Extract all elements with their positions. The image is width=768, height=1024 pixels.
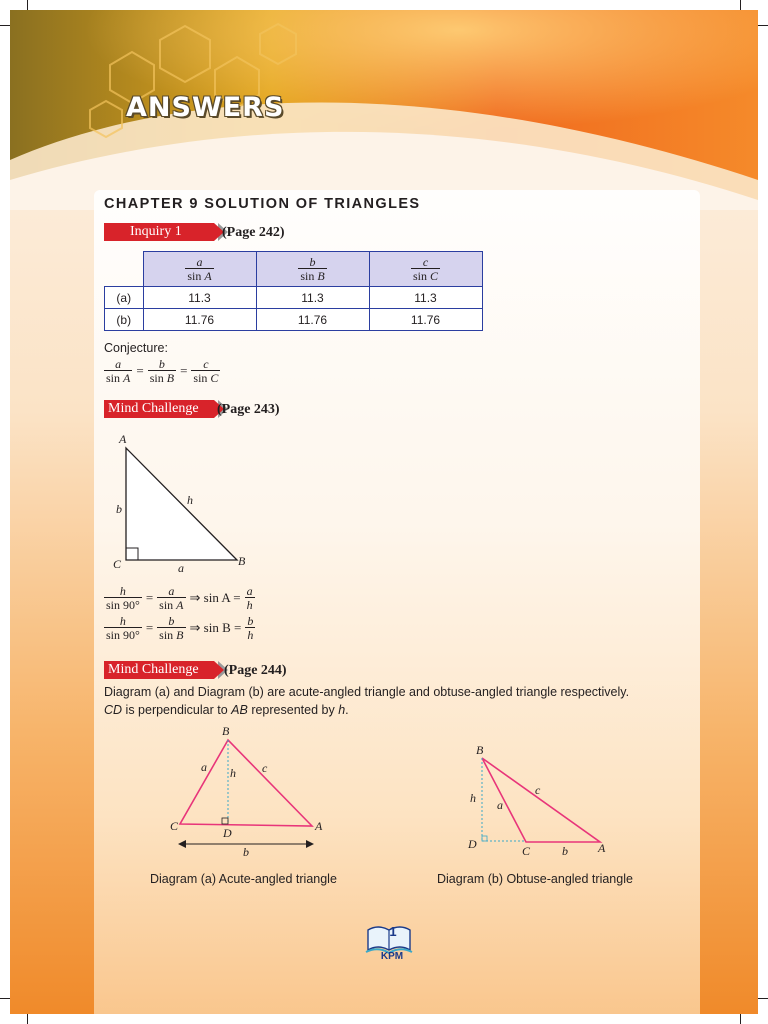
side-a: a	[178, 561, 184, 575]
mind-challenge-tag: Mind Challenge	[104, 400, 214, 418]
right-triangle-diagram	[104, 430, 254, 578]
diagram-a-caption: Diagram (a) Acute-angled triangle	[150, 872, 337, 886]
side-h: h	[187, 493, 193, 507]
diagram-a-side-b: b	[243, 845, 249, 859]
publisher-label: KPM	[380, 951, 404, 962]
diagram-b-vertex-D: D	[468, 837, 477, 851]
obtuse-triangle-diagram	[470, 750, 610, 850]
row-label: (a)	[105, 287, 144, 309]
table-cell: 11.76	[256, 309, 369, 331]
diagram-b-vertex-C: C	[522, 844, 531, 858]
page-title: ANSWERS	[126, 92, 285, 123]
diagram-a-vertex-C: C	[170, 819, 179, 833]
chapter-title: CHAPTER 9 SOLUTION OF TRIANGLES	[104, 196, 421, 212]
table-cell: 11.3	[143, 287, 256, 309]
sine-equation-2: $\frac{h}{\sin 90^\circ}$ = $\frac{b}{\text{sin B}}$ ⇒ sin B = $\frac{b}{h}$	[106, 614, 254, 642]
inquiry-table	[104, 251, 483, 331]
conjecture-equation: $\frac{a}{\text{sin A}}$ = $\frac{b}{\text{sin B}}$ = $\frac{c}{\text{sin C}}$	[106, 357, 219, 385]
mind-challenge-page-ref: (Page 243)	[217, 402, 280, 417]
mind-challenge-tag-2: Mind Challenge	[104, 661, 214, 679]
diagram-a-vertex-B: B	[222, 724, 230, 738]
page-number: 1	[389, 924, 397, 939]
table-row	[105, 309, 483, 331]
diagram-b-vertex-B: B	[476, 743, 484, 757]
diagram-b-side-b: b	[562, 844, 568, 858]
diagram-b-caption: Diagram (b) Obtuse-angled triangle	[437, 872, 633, 886]
diagram-b-side-a: a	[497, 798, 503, 812]
description-line-2: CD is perpendicular to AB represented by h.	[104, 703, 349, 717]
diagram-b-side-c: c	[535, 783, 541, 797]
acute-triangle-diagram	[170, 728, 330, 858]
table-cell: 11.76	[143, 309, 256, 331]
inquiry-tag: Inquiry 1	[104, 223, 214, 241]
header-banner	[10, 10, 758, 210]
diagram-a-vertex-A: A	[315, 819, 323, 833]
vertex-C: C	[113, 557, 122, 571]
conjecture-label: Conjecture:	[104, 341, 168, 355]
header-c-over-sinC: $\frac{c}{\text{sin C}}$	[369, 252, 482, 287]
description-line-1: Diagram (a) and Diagram (b) are acute-angled triangle and obtuse-angled triangle respectively.	[104, 685, 630, 699]
header-b-over-sinB: $\frac{b}{\text{sin B}}$	[256, 252, 369, 287]
diagram-a-vertex-D: D	[223, 826, 232, 840]
mind-challenge-2-page-ref: (Page 244)	[224, 663, 287, 678]
inquiry-page-ref: (Page 242)	[222, 225, 285, 240]
vertex-A: A	[119, 432, 127, 446]
diagram-a-side-c: c	[262, 761, 268, 775]
diagram-b-height-h: h	[470, 791, 476, 805]
sine-equation-1: $\frac{h}{\sin 90^\circ}$ = $\frac{a}{\text{sin A}}$ ⇒ sin A = $\frac{a}{h}$	[106, 584, 253, 612]
diagram-a-side-a: a	[201, 760, 207, 774]
table-cell: 11.3	[256, 287, 369, 309]
table-cell: 11.3	[369, 287, 482, 309]
side-b: b	[116, 502, 122, 516]
row-label: (b)	[105, 309, 144, 331]
vertex-B: B	[238, 554, 246, 568]
table-cell: 11.76	[369, 309, 482, 331]
table-row	[105, 287, 483, 309]
diagram-b-vertex-A: A	[598, 841, 606, 855]
diagram-a-height-h: h	[230, 766, 236, 780]
header-a-over-sinA: $\frac{a}{\text{sin A}}$	[143, 252, 256, 287]
